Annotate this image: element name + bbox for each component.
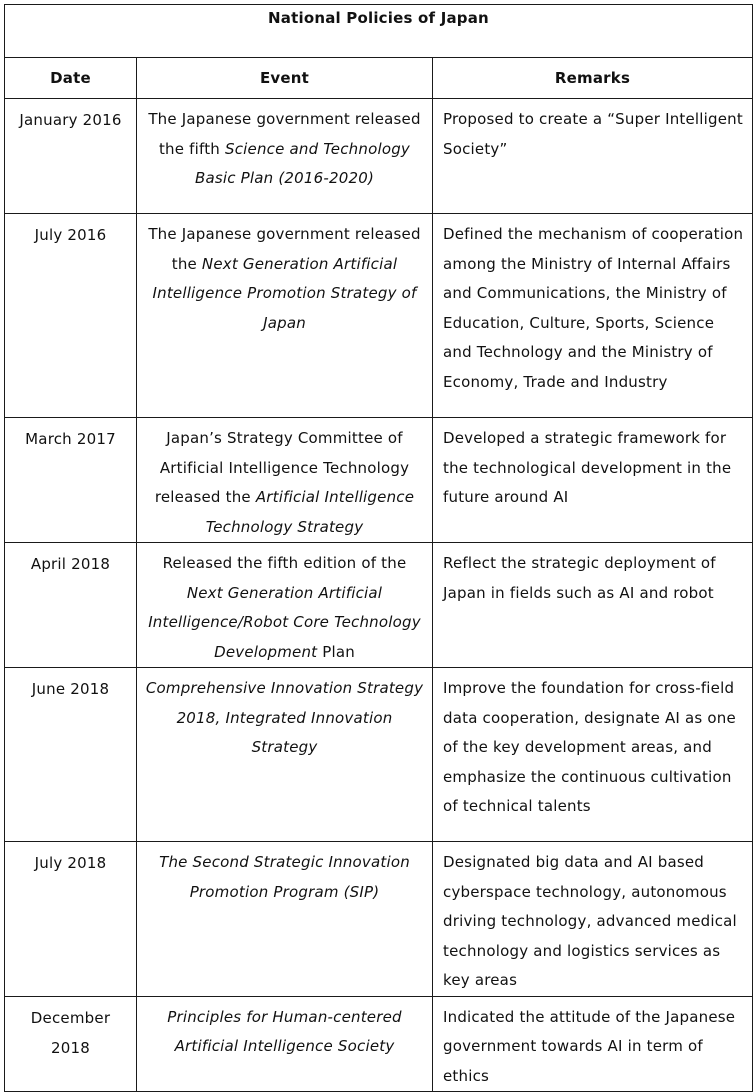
event-text: Japan’s Strategy Committee of Artificial Intelligence Technology released the <box>154 429 410 506</box>
event-title: Comprehensive Innovation Strategy 2018, Integrated Innovation Strategy <box>145 679 424 756</box>
event-cell <box>137 214 433 418</box>
event-text: The Japanese government released the fifth <box>148 110 421 158</box>
column-header-event: Event <box>137 58 433 99</box>
title-row <box>5 5 753 58</box>
event-text: The Japanese government released the <box>148 225 421 273</box>
table-row <box>5 996 753 1092</box>
policies-table <box>4 4 753 1092</box>
remarks-cell: Improve the foundation for cross-field data cooperation, designate AI as one of the key development areas, and emphasize the continuous cultivation of technical talents <box>433 668 753 842</box>
table-row <box>5 668 753 842</box>
column-header-date: Date <box>5 58 137 99</box>
remarks-cell: Developed a strategic framework for the technological development in the future around AI <box>433 418 753 543</box>
event-title: Next Generation Artificial Intelligence Promotion Strategy of Japan <box>152 254 417 332</box>
event-cell <box>137 543 433 668</box>
table-title: National Policies of Japan <box>5 5 753 58</box>
event-cell <box>137 996 433 1092</box>
event-title: Next Generation Artificial Intelligence/Robot Core Technology Development <box>148 583 421 661</box>
date-cell: April 2018 <box>5 543 137 668</box>
event-cell <box>137 99 433 214</box>
event-title: Principles for Human-centered Artificial Intelligence Society <box>167 1007 402 1055</box>
date-cell: December 2018 <box>5 996 137 1092</box>
event-text-suffix: Plan <box>317 642 355 661</box>
table-row <box>5 543 753 668</box>
event-title: The Second Strategic Innovation Promotion Program (SIP) <box>159 853 410 901</box>
remarks-cell: Reflect the strategic deployment of Japan in fields such as AI and robot <box>433 543 753 668</box>
header-row <box>5 58 753 99</box>
table-row <box>5 418 753 543</box>
event-cell <box>137 842 433 997</box>
date-cell: March 2017 <box>5 418 137 543</box>
event-cell <box>137 418 433 543</box>
date-cell: July 2018 <box>5 842 137 997</box>
column-header-remarks: Remarks <box>433 58 753 99</box>
remarks-cell: Defined the mechanism of cooperation among the Ministry of Internal Affairs and Communications, the Ministry of Education, Culture, Sports, Science and Technology and the Ministry of Economy, Trade and Industry <box>433 214 753 418</box>
table-row <box>5 214 753 418</box>
event-text: Released the fifth edition of the <box>162 554 407 572</box>
date-cell: January 2016 <box>5 99 137 214</box>
table-row <box>5 99 753 214</box>
date-cell: July 2016 <box>5 214 137 418</box>
remarks-cell: Designated big data and AI based cyberspace technology, autonomous driving technology, advanced medical technology and logistics services as key areas <box>433 842 753 997</box>
event-cell <box>137 668 433 842</box>
table-row <box>5 842 753 997</box>
event-title: Science and Technology Basic Plan (2016-2020) <box>194 139 411 187</box>
date-cell: June 2018 <box>5 668 137 842</box>
remarks-cell: Indicated the attitude of the Japanese government towards AI in term of ethics <box>433 996 753 1092</box>
remarks-cell: Proposed to create a “Super Intelligent Society” <box>433 99 753 214</box>
event-title: Artificial Intelligence Technology Strategy <box>205 488 415 536</box>
